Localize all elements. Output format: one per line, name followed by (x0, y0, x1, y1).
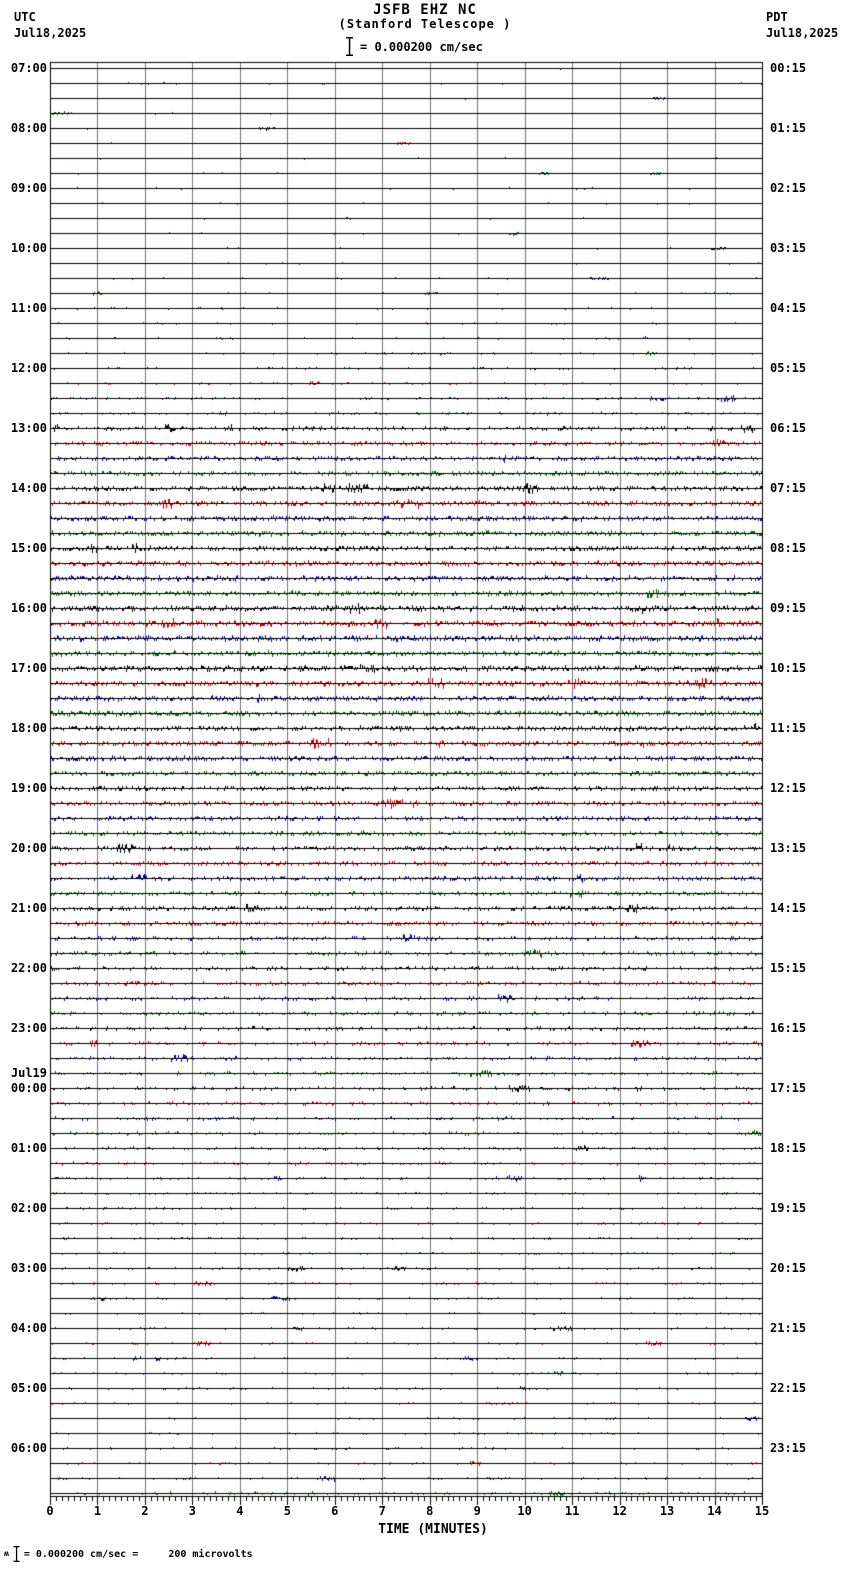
pdt-hour-label: 07:15 (770, 481, 807, 495)
x-tick-label: 14 (707, 1504, 722, 1518)
x-tick-label: 7 (378, 1504, 386, 1518)
x-tick-label: 8 (426, 1504, 434, 1518)
x-tick-label: 9 (473, 1504, 481, 1518)
x-tick-label: 12 (612, 1504, 627, 1518)
x-tick-label: 4 (236, 1504, 244, 1518)
footer-wave-glyph: ʍ (4, 1549, 9, 1558)
scale-label: = 0.000200 cm/sec (360, 39, 483, 54)
utc-hour-label: 23:00 (10, 1021, 47, 1035)
utc-hour-label: 09:00 (10, 181, 47, 195)
utc-hour-label: 04:00 (10, 1321, 47, 1335)
x-tick-label: 3 (188, 1504, 196, 1518)
utc-hour-label: 03:00 (10, 1261, 47, 1275)
utc-hour-label: 12:00 (10, 361, 47, 375)
utc-hour-label: 16:00 (10, 601, 47, 615)
utc-hour-label: 14:00 (10, 481, 47, 495)
pdt-hour-label: 06:15 (770, 421, 807, 435)
x-tick-label: 5 (283, 1504, 291, 1518)
utc-hour-label: 13:00 (10, 421, 47, 435)
utc-hour-label: 01:00 (10, 1141, 47, 1155)
x-tick-label: 13 (659, 1504, 675, 1518)
utc-hour-label: 00:00 (10, 1081, 47, 1095)
utc-hour-label: 20:00 (10, 841, 47, 855)
utc-hour-label: 08:00 (10, 121, 47, 135)
utc-hour-label: 18:00 (10, 721, 47, 735)
utc-timezone-label: UTC (14, 10, 36, 24)
utc-hour-label: 11:00 (10, 301, 47, 315)
pdt-hour-label: 16:15 (770, 1021, 807, 1035)
pdt-hour-label: 14:15 (770, 901, 807, 915)
x-tick-label: 15 (754, 1504, 770, 1518)
x-tick-label: 6 (331, 1504, 339, 1518)
footer-scale-text: = 0.000200 cm/sec = 200 microvolts (23, 1548, 253, 1560)
amplitude-scale-marker (345, 37, 483, 56)
pdt-hour-label: 13:15 (770, 841, 807, 855)
pdt-hour-label: 22:15 (770, 1381, 807, 1395)
x-tick-label: 0 (46, 1504, 54, 1518)
pdt-hour-label: 19:15 (770, 1201, 807, 1215)
utc-hour-label: 02:00 (10, 1201, 47, 1215)
x-axis-title: TIME (MINUTES) (378, 1522, 488, 1537)
x-tick-label: 1 (93, 1504, 102, 1518)
pdt-hour-label: 10:15 (770, 661, 807, 675)
pdt-hour-label: 04:15 (770, 301, 807, 315)
utc-date-label: Jul18,2025 (14, 26, 87, 40)
footer-scale-note (4, 1546, 253, 1562)
pdt-hour-label: 03:15 (770, 241, 807, 255)
pdt-hour-label: 08:15 (770, 541, 807, 555)
pdt-hour-label: 11:15 (770, 721, 807, 735)
pdt-hour-label: 21:15 (770, 1321, 807, 1335)
page-subtitle: (Stanford Telescope ) (338, 17, 512, 31)
utc-hour-label: 22:00 (10, 961, 47, 975)
pdt-hour-label: 02:15 (770, 181, 807, 195)
pdt-hour-label: 17:15 (770, 1081, 807, 1095)
pdt-hour-label: 23:15 (770, 1441, 807, 1455)
utc-hour-label: 17:00 (10, 661, 47, 675)
utc-hour-label: 15:00 (10, 541, 47, 555)
footer-ibeam-icon (13, 1546, 20, 1562)
x-tick-label: 10 (517, 1504, 532, 1518)
pdt-hour-label: 05:15 (770, 361, 807, 375)
day-rollover-label: Jul19 (10, 1066, 47, 1080)
pdt-hour-label: 00:15 (770, 61, 807, 75)
pdt-hour-label: 12:15 (770, 781, 807, 795)
pdt-hour-label: 09:15 (770, 601, 807, 615)
utc-hour-label: 06:00 (10, 1441, 47, 1455)
utc-hour-label: 07:00 (10, 61, 47, 75)
pdt-date-label: Jul18,2025 (766, 26, 839, 40)
utc-hour-label: 05:00 (10, 1381, 47, 1395)
pdt-timezone-label: PDT (766, 10, 788, 24)
x-tick-label: 11 (564, 1504, 580, 1518)
utc-hour-label: 21:00 (10, 901, 47, 915)
page-title: JSFB EHZ NC (373, 2, 477, 18)
utc-hour-label: 19:00 (10, 781, 47, 795)
utc-hour-label: 10:00 (10, 241, 47, 255)
scale-ibeam-icon (345, 37, 354, 56)
pdt-hour-label: 18:15 (770, 1141, 807, 1155)
pdt-hour-label: 20:15 (770, 1261, 807, 1275)
pdt-hour-label: 01:15 (770, 121, 807, 135)
x-tick-label: 2 (141, 1504, 149, 1518)
pdt-hour-label: 15:15 (770, 961, 807, 975)
